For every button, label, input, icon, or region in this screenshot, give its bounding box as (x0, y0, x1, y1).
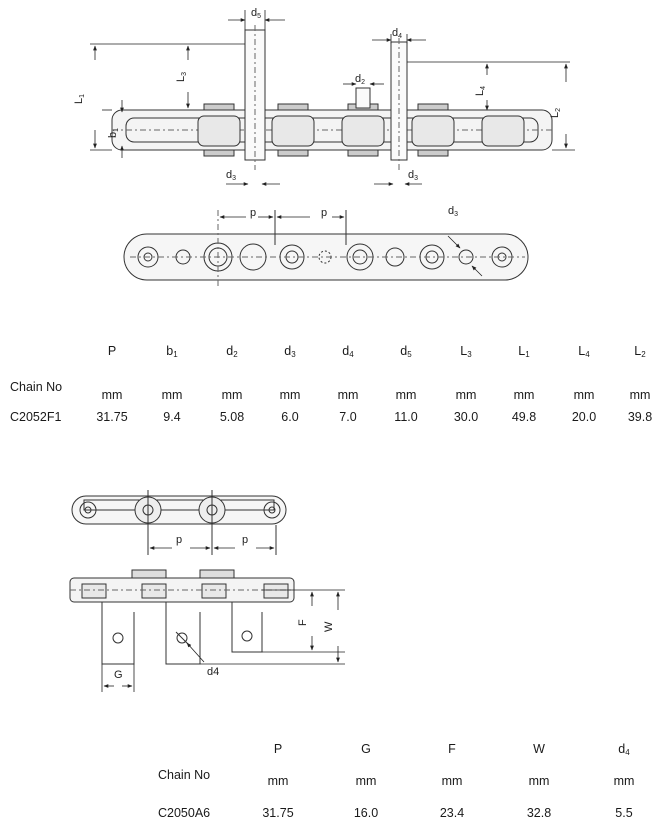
t1-header-L2: $L_2$ (634, 344, 646, 359)
t1-unit: mm (221, 388, 243, 402)
t1-header-L4: $L_4$ (578, 344, 590, 359)
label-L4: L4 (474, 85, 487, 96)
t2-chain-name: C2050A6 (158, 806, 211, 820)
label-W: W (323, 621, 335, 632)
label-d4-attachment: d4 (207, 666, 220, 678)
t1-value: 49.8 (511, 410, 537, 424)
label-d2: d2 (355, 73, 366, 86)
t1-value: 5.08 (219, 410, 245, 424)
t1-value: 9.4 (163, 410, 181, 424)
t1-header-d2: $d_2$ (226, 344, 238, 359)
attachment-chain-side-view (70, 570, 294, 664)
t1-unit: mm (337, 388, 359, 402)
label-p-2: p (321, 207, 328, 219)
label-d3-top: d3 (448, 205, 459, 218)
t1-header-L3: $L_3$ (460, 344, 472, 359)
t1-unit: mm (513, 388, 535, 402)
t2-header-W: W (533, 742, 545, 756)
t1-value: 31.75 (96, 410, 128, 424)
drawing1-dimensions (90, 10, 575, 184)
t2-unit: mm (441, 774, 463, 788)
t1-unit: mm (629, 388, 651, 402)
t1-unit: mm (455, 388, 477, 402)
t2-unit: mm (528, 774, 550, 788)
t2-value: 16.0 (353, 806, 379, 820)
label-p-3: p (176, 534, 183, 546)
t2-unit: mm (613, 774, 635, 788)
drawing1-labels (73, 7, 562, 182)
t1-unit: mm (573, 388, 595, 402)
t1-unit: mm (161, 388, 183, 402)
t1-value: 6.0 (281, 410, 299, 424)
t2-header-F: F (448, 742, 456, 756)
t1-header-d5: $d_5$ (400, 344, 412, 359)
t1-value: 30.0 (453, 410, 479, 424)
t1-chain-name: C2052F1 (10, 410, 62, 424)
label-F: F (297, 619, 309, 626)
drawing3-labels (114, 534, 335, 681)
t1-unit: mm (279, 388, 301, 402)
label-d3-left: d3 (226, 169, 237, 182)
label-p-1: p (250, 207, 257, 219)
t1-header-L1: $L_1$ (518, 344, 530, 359)
t2-unit: mm (355, 774, 377, 788)
label-L1: L1 (73, 93, 86, 104)
label-d4: d4 (392, 27, 403, 40)
t1-value: 11.0 (394, 410, 418, 424)
t1-unit: mm (101, 388, 123, 402)
t2-row-header: Chain No (158, 768, 211, 782)
t1-header-b1: $b_1$ (166, 344, 178, 359)
t2-value: 32.8 (526, 806, 552, 820)
t2-header-G: G (361, 742, 371, 756)
t1-row-header: Chain No (10, 380, 63, 394)
t1-header-d3: $d_3$ (284, 344, 296, 359)
label-L2: L2 (549, 107, 562, 118)
t2-header-d4: $d_4$ (618, 742, 630, 757)
label-L3: L3 (175, 71, 188, 82)
label-d5: d5 (251, 7, 262, 20)
t1-unit: mm (395, 388, 417, 402)
extended-pin-chain-top-view (124, 210, 528, 288)
label-b1: b1 (107, 127, 120, 138)
t2-value: 23.4 (439, 806, 465, 820)
t1-header-d4: $d_4$ (342, 344, 354, 359)
t1-value: 20.0 (571, 410, 597, 424)
extended-pin-chain-side-view (112, 25, 552, 170)
label-d3-right: d3 (408, 169, 419, 182)
label-p-4: p (242, 534, 249, 546)
t2-unit: mm (267, 774, 289, 788)
t2-value: 31.75 (262, 806, 294, 820)
t1-header-P: P (107, 344, 117, 358)
t1-value: 7.0 (339, 410, 357, 424)
t1-value: 39.8 (627, 410, 653, 424)
label-G: G (114, 669, 123, 681)
t2-value: 5.5 (615, 806, 633, 820)
t2-header-P: P (273, 742, 283, 756)
